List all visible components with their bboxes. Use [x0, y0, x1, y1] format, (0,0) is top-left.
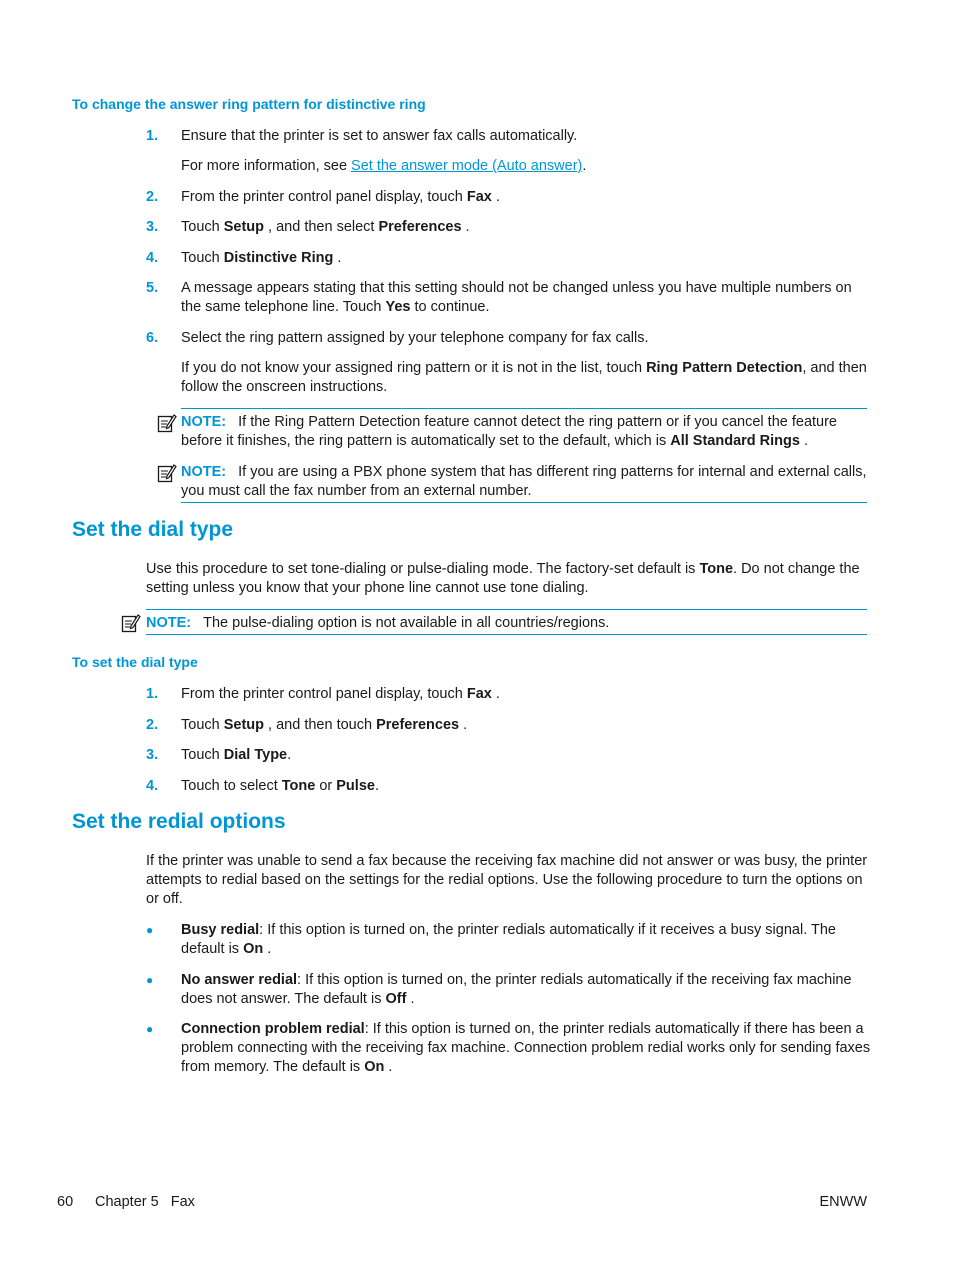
subheading-distinctive-ring: To change the answer ring pattern for distinctive ring — [72, 96, 426, 112]
step-text: From the printer control panel display, touch Fax . — [181, 189, 500, 205]
bullet-text: Busy redial: If this option is turned on, the printer redials automatically if it receives a busy signal. The default is On . — [181, 922, 836, 957]
step-number: 4. — [146, 778, 159, 794]
bullet-text: Connection problem redial: If this option is turned on, the printer redials automatically if there has been a problem connecting with the receiving fax machine. Connection problem redial works only for sending faxes from memory. The default is On . — [181, 1021, 871, 1075]
step-number: 6. — [146, 330, 159, 346]
step-number: 4. — [146, 250, 159, 266]
bullet-text: No answer redial: If this option is turned on, the printer redials automatically if the receiving fax machine does not answer. The default is Off . — [181, 972, 852, 1007]
step-more-info: If you do not know your assigned ring pattern or it is not in the list, touch Ring Pattern Detection, and then follow the onscreen instructions. — [181, 360, 867, 395]
note-divider — [146, 609, 867, 610]
step-number: 5. — [146, 280, 159, 296]
step-text: Select the ring pattern assigned by your telephone company for fax calls. — [181, 330, 649, 346]
step-number: 2. — [146, 717, 159, 733]
footer-right-label: ENWW — [819, 1194, 867, 1210]
step-text: A message appears stating that this setting should not be changed unless you have multiple numbers on the same telephone line. Touch Yes to continue. — [181, 280, 852, 315]
subheading-set-dial-type: To set the dial type — [72, 654, 198, 670]
chapter-label: Chapter 5 Fax — [95, 1194, 195, 1210]
answer-mode-link[interactable]: Set the answer mode (Auto answer) — [351, 158, 583, 174]
note-icon — [121, 613, 141, 633]
note-text: NOTE: If you are using a PBX phone system that has different ring patterns for internal and external calls, you must call the fax number from an external number. — [181, 464, 867, 499]
note-divider — [181, 502, 867, 503]
bullet-icon: ● — [146, 973, 154, 987]
step-text: Ensure that the printer is set to answer fax calls automatically. — [181, 128, 578, 144]
bullet-icon: ● — [146, 1022, 154, 1036]
step-number: 3. — [146, 747, 159, 763]
heading-set-dial-type: Set the dial type — [72, 518, 234, 541]
heading-set-redial-options: Set the redial options — [72, 810, 286, 833]
note-divider — [181, 408, 867, 409]
step-text: Touch to select Tone or Pulse. — [181, 778, 379, 794]
page-number: 60 — [57, 1194, 74, 1210]
intro-paragraph: If the printer was unable to send a fax because the receiving fax machine did not answer or was busy, the printer attempts to redial based on the settings for the redial options. Use the following procedure to turn the options on or off. — [146, 853, 868, 907]
intro-paragraph: Use this procedure to set tone-dialing or pulse-dialing mode. The factory-set default is Tone. Do not change the setting unless you know that your phone line cannot use tone dialing. — [146, 561, 860, 596]
step-number: 3. — [146, 219, 159, 235]
step-number: 1. — [146, 128, 159, 144]
bullet-icon: ● — [146, 923, 154, 937]
note-text: NOTE: The pulse-dialing option is not available in all countries/regions. — [146, 615, 610, 631]
step-text: Touch Dial Type. — [181, 747, 292, 763]
step-text: Touch Distinctive Ring . — [181, 250, 342, 266]
step-more-info: For more information, see Set the answer mode (Auto answer). — [181, 158, 587, 174]
step-text: Touch Setup , and then touch Preferences . — [181, 717, 468, 733]
step-number: 1. — [146, 686, 159, 702]
note-icon — [157, 463, 177, 483]
step-number: 2. — [146, 189, 159, 205]
note-icon — [157, 413, 177, 433]
step-text: From the printer control panel display, touch Fax . — [181, 686, 500, 702]
note-text: NOTE: If the Ring Pattern Detection feature cannot detect the ring pattern or if you cancel the feature before it finishes, the ring pattern is automatically set to the default, which is All Standard Rings . — [181, 414, 837, 449]
note-divider — [146, 634, 867, 635]
step-text: Touch Setup , and then select Preferences . — [181, 219, 470, 235]
